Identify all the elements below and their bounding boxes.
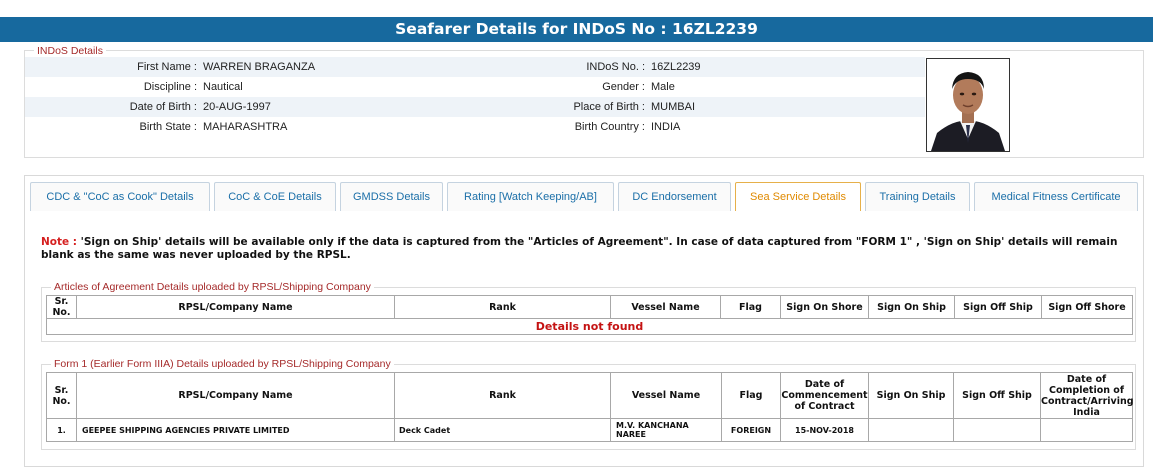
tab-rating-watch-keeping[interactable]: Rating [Watch Keeping/AB] [447,182,614,211]
cell-sign-off-ship [954,419,1041,442]
cell-flag: FOREIGN [722,419,781,442]
first-name-label: First Name : [137,61,197,73]
place-of-birth-label: Place of Birth : [573,101,645,113]
indos-row-3 [25,97,925,117]
cell-rank: Deck Cadet [395,419,611,442]
indos-details-legend: INDoS Details [34,45,106,57]
col-sign-off-shore: Sign Off Shore [1042,296,1133,319]
discipline-value: Nautical [203,81,243,93]
col-sign-on-shore: Sign On Shore [781,296,869,319]
col-sign-off-ship: Sign Off Ship [955,296,1042,319]
tab-coc-coe[interactable]: CoC & CoE Details [214,182,336,211]
sea-service-note [41,236,1131,262]
articles-legend: Articles of Agreement Details uploaded by RPSL/Shipping Company [51,281,374,293]
cell-sign-on-ship [869,419,954,442]
cell-date-commencement: 15-NOV-2018 [781,419,869,442]
indos-row-4 [25,117,925,137]
col-sign-off-ship: Sign Off Ship [954,373,1041,419]
dob-label: Date of Birth : [129,101,197,113]
col-date-completion: Date of Completion of Contract/Arriving India [1041,373,1134,418]
tab-cdc-coc-cook[interactable]: CDC & "CoC as Cook" Details [30,182,210,211]
discipline-label: Discipline : [143,81,197,93]
birth-country-label: Birth Country : [574,121,645,133]
col-rank: Rank [395,296,611,319]
seafarer-photo [926,58,1010,152]
cell-company-name: GEEPEE SHIPPING AGENCIES PRIVATE LIMITED [77,419,395,442]
gender-label: Gender : [602,81,645,93]
form1-header-row [47,373,1133,419]
cell-sr-no: 1. [47,419,77,442]
col-rank: Rank [395,373,611,419]
note-text: 'Sign on Ship' details will be available only if the data is captured from the "Articles of Agreement". In case of data captured from "FORM 1" , 'Sign on Ship' details will remain blank as the same was never uploaded by the RPSL. [41,236,1118,261]
col-vessel-name: Vessel Name [611,373,722,419]
articles-table [46,295,1133,335]
col-vessel-name: Vessel Name [611,296,721,319]
col-company-name: RPSL/Company Name [77,296,395,319]
indos-row-2 [25,77,925,97]
dob-value: 20-AUG-1997 [203,101,271,113]
col-flag: Flag [721,296,781,319]
tab-sea-service[interactable]: Sea Service Details [735,182,861,211]
birth-state-value: MAHARASHTRA [203,121,288,133]
articles-header-row [47,296,1133,319]
col-company-name: RPSL/Company Name [77,373,395,419]
note-keyword: Note : [41,236,77,248]
indos-row-1 [25,57,925,77]
col-sr-no: Sr. No. [47,373,77,419]
col-sign-on-ship: Sign On Ship [869,373,954,419]
cell-date-completion [1041,419,1133,442]
tab-medical-fitness[interactable]: Medical Fitness Certificate [974,182,1138,211]
indos-no-value: 16ZL2239 [651,61,701,73]
table-row [47,419,1133,442]
first-name-value: WARREN BRAGANZA [203,61,316,73]
table-row [47,319,1133,335]
col-flag: Flag [722,373,781,419]
empty-message: Details not found [47,319,1133,335]
tab-gmdss[interactable]: GMDSS Details [340,182,443,211]
col-sr-no: Sr. No. [47,296,77,319]
indos-no-label: INDoS No. : [586,61,645,73]
form1-legend: Form 1 (Earlier Form IIIA) Details uploaded by RPSL/Shipping Company [51,358,394,370]
gender-value: Male [651,81,675,93]
page-title: Seafarer Details for INDoS No : 16ZL2239 [0,17,1153,42]
birth-country-value: INDIA [651,121,681,133]
col-date-commencement: Date of Commencement of Contract [781,373,869,419]
cell-vessel-name: M.V. KANCHANA NAREE [611,419,722,442]
tab-training[interactable]: Training Details [865,182,970,211]
tab-dc-endorsement[interactable]: DC Endorsement [618,182,731,211]
form1-table [46,372,1133,442]
col-sign-on-ship: Sign On Ship [869,296,955,319]
birth-state-label: Birth State : [139,121,197,133]
place-of-birth-value: MUMBAI [651,101,695,113]
person-portrait-icon [927,59,1009,151]
